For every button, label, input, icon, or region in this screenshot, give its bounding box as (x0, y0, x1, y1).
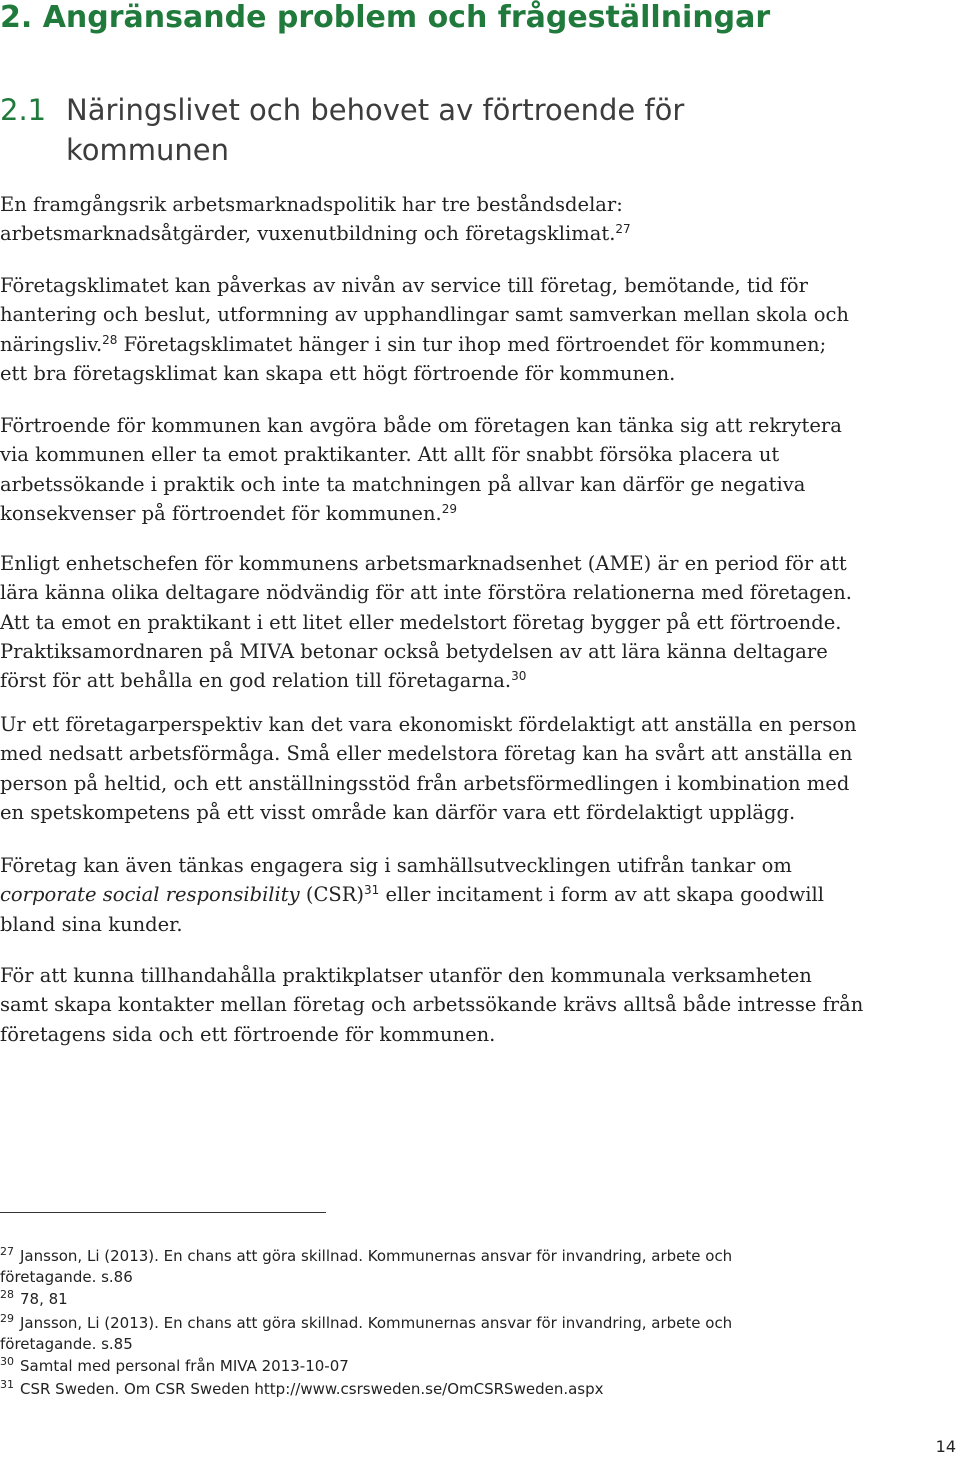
footnote-text: företagande. s.86 (0, 1268, 133, 1286)
footnote-number: 29 (0, 1312, 14, 1325)
footnote-ref-31[interactable]: 31 (364, 883, 380, 898)
text-line: samt skapa kontakter mellan företag och arbetssökande krävs alltså både intresse från (0, 993, 864, 1017)
text-line (0, 499, 950, 528)
footnote-28 (0, 1289, 68, 1310)
text-line (0, 666, 950, 695)
footnote-text: Jansson, Li (2013). En chans att göra skillnad. Kommunernas ansvar för invandring, arbete och (20, 1314, 733, 1332)
text-span: näringsliv. (0, 332, 103, 356)
text-line: hantering och beslut, utformning av upphandlingar samt samverkan mellan skola och (0, 303, 849, 327)
text-line: För att kunna tillhandahålla praktikplatser utanför den kommunala verksamheten (0, 964, 812, 987)
text-line: Företag kan även tänkas engagera sig i samhällsutvecklingen utifrån tankar om (0, 854, 792, 877)
footnote-31 (0, 1379, 604, 1400)
text-line: Enligt enhetschefen för kommunens arbetsmarknadsenhet (AME) är en period för att (0, 552, 847, 575)
footnote-ref-28[interactable]: 28 (102, 332, 118, 347)
paragraph-1 (0, 190, 950, 249)
section-heading (0, 90, 950, 170)
footnote-text: Jansson, Li (2013). En chans att göra skillnad. Kommunernas ansvar för invandring, arbete och (20, 1247, 733, 1265)
footnote-number: 27 (0, 1245, 14, 1258)
text-line: med nedsatt arbetsförmåga. Små eller medelstora företag kan ha svårt att anställa en (0, 742, 853, 766)
text-line: person på heltid, och ett anställningsstöd från arbetsförmedlingen i kombination med (0, 771, 850, 795)
text-span: konsekvenser på förtroendet för kommunen. (0, 501, 442, 525)
text-line: företagens sida och ett förtroende för kommunen. (0, 1022, 496, 1046)
footnote-number: 28 (0, 1288, 14, 1301)
footnote-ref-29[interactable]: 29 (441, 501, 458, 516)
footnote-number: 31 (0, 1378, 14, 1391)
footnote-number: 30 (0, 1355, 14, 1368)
text-line: Företagsklimatet kan påverkas av nivån av service till företag, bemötande, tid för (0, 274, 808, 297)
section-title-line1: Näringslivet och behovet av förtroende för (66, 93, 685, 127)
text-line: Praktiksamordnaren på MIVA betonar också betydelsen av att lära känna deltagare (0, 639, 828, 663)
footnote-30 (0, 1356, 349, 1377)
text-span: först för att behålla en god relation till företagarna. (0, 669, 512, 693)
text-line: Att ta emot en praktikant i ett litet eller medelstort företag bygger på ett förtroende. (0, 610, 842, 634)
footnote-27 (0, 1246, 732, 1288)
text-span: arbetsmarknadsåtgärder, vuxenutbildning och företagsklimat. (0, 222, 616, 246)
text-line (0, 330, 950, 359)
chapter-heading: 2. Angränsande problem och frågeställningar (0, 0, 771, 35)
text-line: bland sina kunder. (0, 912, 183, 936)
footnote-text: företagande. s.85 (0, 1335, 133, 1353)
text-line (0, 880, 950, 909)
text-line: via kommunen eller ta emot praktikanter. Att allt för snabbt försöka placera ut (0, 443, 780, 467)
paragraph-3 (0, 411, 950, 528)
footnote-text: 78, 81 (20, 1290, 68, 1308)
footnote-ref-30[interactable]: 30 (511, 669, 527, 684)
text-line (0, 219, 950, 248)
text-line: ett bra företagsklimat kan skapa ett högt förtroende för kommunen. (0, 361, 676, 385)
footnote-29 (0, 1313, 732, 1355)
text-line: en spetskompetens på ett visst område kan därför vara ett fördelaktigt upplägg. (0, 800, 796, 824)
footnote-text[interactable]: CSR Sweden. Om CSR Sweden http://www.csrsweden.se/OmCSRSweden.aspx (20, 1380, 604, 1398)
footnote-ref-27[interactable]: 27 (615, 222, 631, 237)
text-span: eller incitament i form av att skapa goodwill (379, 883, 824, 907)
text-line: Ur ett företagarperspektiv kan det vara ekonomiskt fördelaktigt att anställa en person (0, 713, 857, 736)
paragraph-2 (0, 271, 950, 388)
text-span: Företagsklimatet hänger i sin tur ihop med förtroendet för kommunen; (117, 332, 827, 356)
paragraph-6 (0, 851, 950, 939)
page-number: 14 (935, 1437, 956, 1456)
footnote-text: Samtal med personal från MIVA 2013-10-07 (20, 1357, 349, 1375)
text-line: lära känna olika deltagare nödvändig för att inte förstöra relationerna med företagen. (0, 581, 852, 605)
paragraph-4 (0, 549, 950, 695)
section-title-line2: kommunen (66, 133, 229, 167)
text-line: arbetssökande i praktik och inte ta matchningen på allvar kan därför ge negativa (0, 472, 806, 496)
footnote-separator (0, 1212, 326, 1213)
text-line: Förtroende för kommunen kan avgöra både om företagen kan tänka sig att rekrytera (0, 414, 842, 437)
csr-term: corporate social responsibility (0, 883, 300, 907)
text-span: (CSR) (299, 883, 365, 907)
paragraph-7 (0, 961, 950, 1049)
paragraph-5 (0, 710, 950, 827)
section-number: 2.1 (0, 93, 47, 127)
text-line: En framgångsrik arbetsmarknadspolitik har tre beståndsdelar: (0, 193, 623, 216)
